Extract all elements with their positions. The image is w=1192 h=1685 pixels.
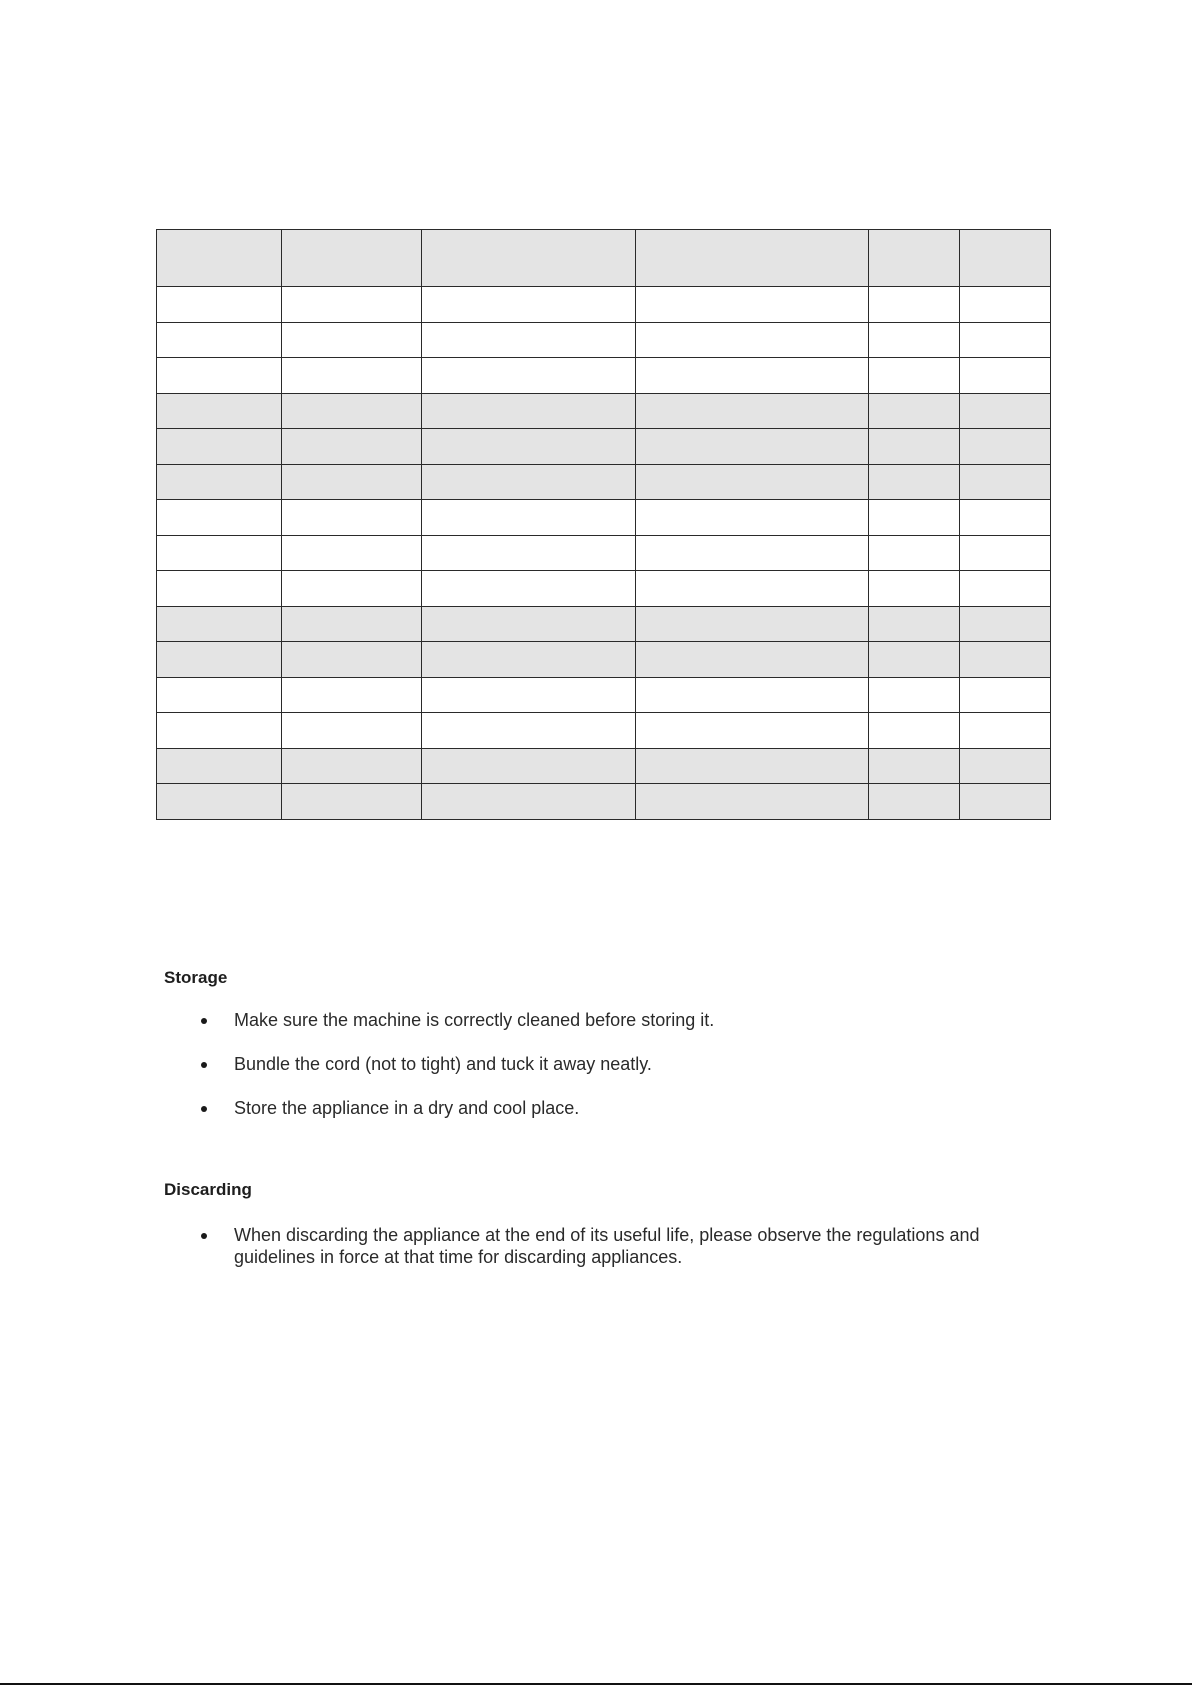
table-cell [869,535,960,571]
table-row [157,322,1051,358]
table-cell [636,535,869,571]
table-row [157,393,1051,429]
table-cell [960,571,1051,607]
storage-heading: Storage [164,968,228,987]
table-cell [157,784,282,820]
table-cell [282,642,422,678]
table-cell [157,748,282,784]
storage-item-text: Bundle the cord (not to tight) and tuck it away neatly. [234,1054,652,1074]
discarding-list [164,1224,1044,1268]
table-cell [960,500,1051,536]
table-cell [282,429,422,465]
table-cell [157,464,282,500]
table-cell [282,677,422,713]
table-row [157,713,1051,749]
table-cell [869,784,960,820]
table-cell [282,287,422,323]
table-cell [960,393,1051,429]
table-cell [157,713,282,749]
table-cell [960,464,1051,500]
table-cell [422,606,636,642]
table-cell [157,429,282,465]
table-cell [157,322,282,358]
table-cell [869,500,960,536]
table-cell [422,429,636,465]
table-cell [869,393,960,429]
table-cell [636,500,869,536]
table-cell [282,535,422,571]
discarding-item-text: When discarding the appliance at the end of its useful life, please observe the regulations and guidelines in force at that time for discarding appliances. [234,1225,980,1267]
table-row [157,429,1051,465]
table-cell [282,748,422,784]
table-cell [422,464,636,500]
table-cell [636,642,869,678]
storage-item-place [164,1097,1044,1119]
table-cell [636,606,869,642]
table-cell [636,322,869,358]
table-cell [636,464,869,500]
table-cell [282,464,422,500]
table-cell [869,677,960,713]
table-row [157,606,1051,642]
bullet-icon [201,1233,207,1239]
table-cell [869,748,960,784]
table-cell [157,642,282,678]
table-cell [869,713,960,749]
table-cell [157,230,282,287]
table-cell [960,713,1051,749]
discarding-item-regulations [164,1224,1044,1268]
discarding-heading: Discarding [164,1180,252,1199]
table-cell [282,322,422,358]
table-cell [157,287,282,323]
table-cell [282,606,422,642]
table-cell [960,358,1051,394]
table-cell [157,500,282,536]
table-cell [157,358,282,394]
table-cell [422,287,636,323]
table-cell [960,677,1051,713]
table-cell [869,571,960,607]
table-cell [960,535,1051,571]
table-cell [282,393,422,429]
table-cell [422,393,636,429]
table-cell [636,358,869,394]
grid-table-body [157,230,1051,820]
table-cell [282,230,422,287]
table-cell [869,642,960,678]
table-cell [422,535,636,571]
table-cell [960,606,1051,642]
table-cell [636,713,869,749]
table-cell [157,606,282,642]
table-cell [636,429,869,465]
table-cell [282,713,422,749]
table-cell [282,358,422,394]
table-cell [869,429,960,465]
table-cell [869,322,960,358]
table-cell [960,230,1051,287]
table-cell [422,642,636,678]
storage-item-cleaning [164,1009,1044,1031]
table-row [157,500,1051,536]
table-cell [636,230,869,287]
table-cell [636,677,869,713]
table-cell [422,358,636,394]
table-cell [422,784,636,820]
table-cell [422,713,636,749]
table-cell [960,287,1051,323]
table-cell [282,571,422,607]
table-cell [422,322,636,358]
bullet-icon [201,1018,207,1024]
table-row [157,642,1051,678]
table-cell [869,287,960,323]
storage-item-text: Store the appliance in a dry and cool place. [234,1098,580,1118]
storage-item-text: Make sure the machine is correctly cleaned before storing it. [234,1010,715,1030]
table-cell [960,322,1051,358]
storage-item-cord [164,1053,1044,1075]
bullet-icon [201,1062,207,1068]
table-cell [869,230,960,287]
table-row [157,784,1051,820]
table-cell [157,535,282,571]
bullet-icon [201,1106,207,1112]
table-cell [869,358,960,394]
table-row [157,464,1051,500]
table-cell [422,571,636,607]
table-row [157,535,1051,571]
table-cell [422,230,636,287]
table-row [157,358,1051,394]
table-cell [960,784,1051,820]
table-cell [157,393,282,429]
table-cell [157,677,282,713]
table-cell [636,287,869,323]
storage-list [164,1009,1044,1119]
table-cell [636,393,869,429]
table-row [157,287,1051,323]
table-cell [422,500,636,536]
table-cell [960,642,1051,678]
empty-grid-table [156,229,1051,820]
table-cell [282,500,422,536]
table-cell [636,748,869,784]
table-row [157,571,1051,607]
table-header-row [157,230,1051,287]
table-row [157,748,1051,784]
table-row [157,677,1051,713]
table-cell [422,748,636,784]
table-cell [960,429,1051,465]
table-cell [869,464,960,500]
table-cell [636,571,869,607]
table-cell [157,571,282,607]
table-cell [636,784,869,820]
table-cell [960,748,1051,784]
table-cell [869,606,960,642]
table-cell [282,784,422,820]
table-cell [422,677,636,713]
